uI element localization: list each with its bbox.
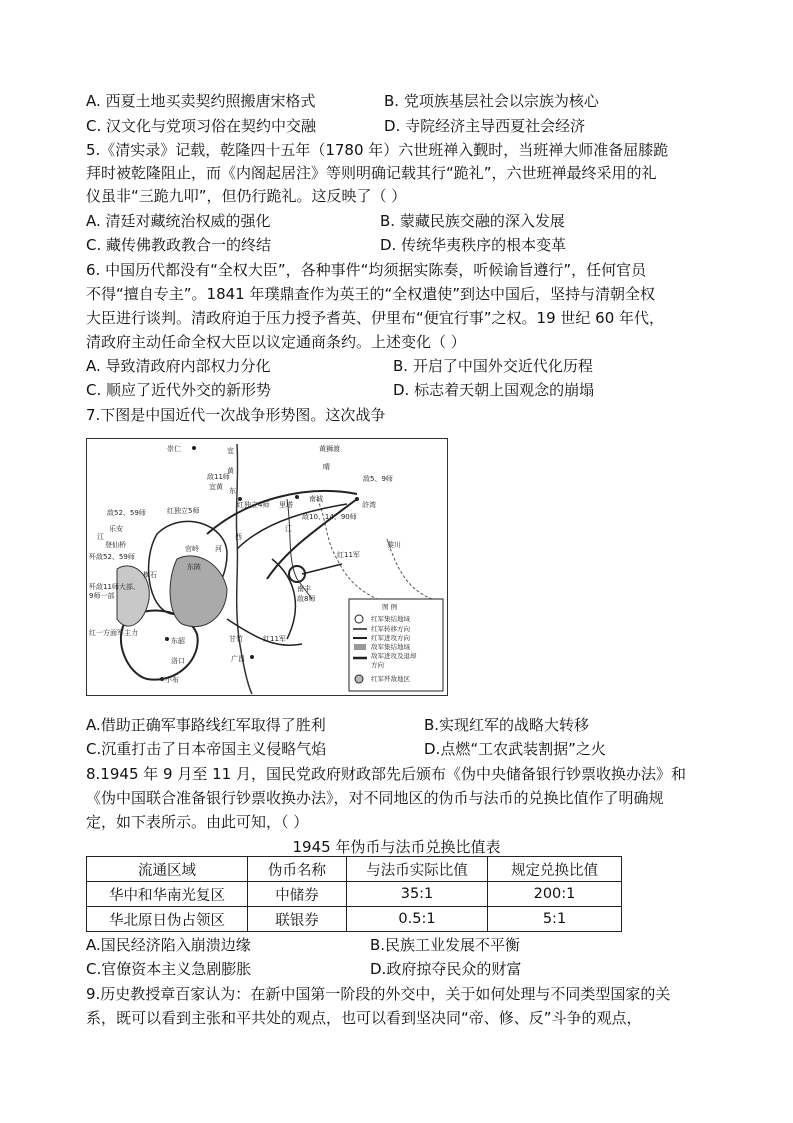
- map-label: 江: [285, 525, 292, 533]
- table-row: [87, 907, 622, 932]
- map-label-yihuang: 宜黄: [209, 483, 223, 491]
- map-label: 晴: [323, 463, 330, 471]
- table-cell: 华北原日伪占领区: [87, 907, 248, 932]
- table-cell: 联银券: [248, 907, 347, 932]
- table-cell: 35:1: [347, 882, 488, 907]
- table-row: [87, 882, 622, 907]
- table-cell: 华中和华南光复区: [87, 882, 248, 907]
- q8-stem-line: 8.1945 年 9 月至 11 月，国民党政府财政部先后颁布《伪中央储备银行钞票收换办法》和: [86, 765, 686, 783]
- map-label-nancheng: 南城: [309, 495, 323, 503]
- map-drawing: [87, 439, 446, 694]
- map-label-red-ind-5: 红独立5师: [167, 507, 200, 515]
- map-label: 西: [235, 533, 242, 541]
- legend-item: 红军集结地域: [371, 615, 410, 623]
- table-header-row: [87, 857, 622, 882]
- q6-stem-line: 大臣进行谈判。清政府迫于压力授予耆英、伊里布“便宜行事”之权。19 世纪 60 年代，: [86, 309, 665, 327]
- q7-option-c: C.沉重打击了日本帝国主义侵略气焰: [86, 740, 327, 758]
- map-label-dongpi: 东陂: [187, 563, 201, 571]
- table-header: 流通区域: [87, 857, 248, 882]
- map-label-enemy-11: 敌11师: [207, 473, 230, 481]
- q7-option-d: D.点燃“工农武装割据”之火: [424, 740, 606, 758]
- q6-option-d: D. 标志着天朝上国观念的崩塌: [393, 381, 595, 399]
- map-label-enemy-52-59: 敌52、59师: [107, 509, 146, 517]
- map-label-red-11-b: 红11军: [263, 635, 286, 643]
- table-header: 伪币名称: [248, 857, 347, 882]
- table-header: 与法币实际比值: [347, 857, 488, 882]
- map-label-guanling: 官岭: [185, 545, 199, 553]
- q4-option-c: C. 汉文化与党项习俗在契约中交融: [86, 117, 317, 135]
- legend-item: 方向: [371, 661, 384, 669]
- map-label-lean: 乐安: [109, 525, 123, 533]
- legend-item: 红军转移方向: [371, 625, 410, 633]
- q7-stem: 7.下图是中国近代一次战争形势图。这次战争: [86, 406, 386, 424]
- q5-option-a: A. 清廷对藏统治权威的强化: [86, 212, 271, 230]
- map-label-ganzhu: 甘竹: [229, 635, 243, 643]
- q5-stem-line: 拜时被乾隆阻止，而《内阁起居注》等则明确记载其行“跪礼”，六世班禅最终采用的礼: [86, 164, 657, 182]
- map-label-hengshi: 横石: [143, 571, 157, 579]
- q7-option-a: A.借助正确军事路线红军取得了胜利: [86, 716, 326, 734]
- exchange-rate-table: [86, 856, 622, 932]
- battle-situation-map: [86, 438, 448, 696]
- q8-option-b: B.民族工业发展不平衡: [370, 936, 521, 954]
- q5-option-b: B. 蒙藏民族交融的深入发展: [380, 212, 565, 230]
- q8-option-c: C.官僚资本主义急剧膨胀: [86, 960, 252, 978]
- map-label-annihilate-52-59: 歼敌52、59师: [89, 553, 135, 561]
- map-legend-title: 图 例: [382, 603, 398, 611]
- map-label-xiaobu: 小布: [165, 676, 179, 684]
- map-label-red-11: 红11军: [337, 551, 360, 559]
- q4-option-d: D. 寺院经济主导西夏社会经济: [384, 117, 586, 135]
- map-label-dengxianqiao: 登仙桥: [105, 541, 126, 549]
- q9-stem-line: 9.历史教授章百家认为：在新中国第一阶段的外交中，关于如何处理与不同类型国家的关: [86, 985, 671, 1003]
- q6-stem-line: 6. 中国历代都没有“全权大臣”，各种事件“均须据实陈奏，听候谕旨遵行”，任何官员: [86, 261, 647, 279]
- map-label-nanfeng: 南丰: [297, 585, 311, 593]
- map-label: 黄: [227, 467, 234, 475]
- legend-item: 敌军集结地域: [371, 643, 410, 651]
- map-label: 江: [97, 533, 104, 541]
- q5-option-c: C. 藏传佛教政教合一的终结: [86, 236, 272, 254]
- q8-stem-line: 定，如下表所示。由此可知，（ ）: [86, 813, 309, 831]
- q8-table-title: 1945 年伪币与法币兑换比值表: [292, 838, 501, 856]
- map-label-annihilate-11: 歼敌11师大部、: [89, 583, 140, 591]
- map-label-enemy-5-9: 敌5、9师: [363, 475, 393, 483]
- table-header: 规定兑换比值: [488, 857, 622, 882]
- q5-stem-line: 仪虽非“三跪九叩”，但仍行跪礼。这反映了（ ）: [86, 187, 407, 205]
- map-label-lita: 里塔: [279, 501, 293, 509]
- q5-option-d: D. 传统华夷秩序的根本变革: [380, 236, 567, 254]
- legend-item: 红军进攻方向: [371, 634, 410, 642]
- map-label-guangchang: 广昌: [231, 655, 245, 663]
- q7-option-b: B.实现红军的战略大转移: [424, 716, 590, 734]
- q5-stem-line: 5.《清实录》记载，乾隆四十五年（1780 年）六世班禅入觐时，当班禅大师准备屈膝跪: [86, 141, 669, 159]
- map-label: 东: [229, 487, 236, 495]
- q6-option-c: C. 顺应了近代外交的新形势: [86, 381, 272, 399]
- map-label: 宜: [227, 447, 234, 455]
- legend-item: 敌军进攻及退却: [371, 652, 417, 660]
- map-label-enemy-8: 敌8师: [297, 595, 316, 603]
- table-cell: 中储券: [248, 882, 347, 907]
- map-label-huwan: 浒湾: [362, 501, 376, 509]
- map-label-enemy-10-14-90: 敌10、14、90师: [302, 513, 357, 521]
- q8-option-a: A.国民经济陷入崩溃边缘: [86, 936, 251, 954]
- map-label-red-ind-4: 红独立4师: [237, 501, 270, 509]
- q8-option-d: D.政府掠夺民众的财富: [370, 960, 522, 978]
- table-cell: 5:1: [488, 907, 622, 932]
- map-label-red-main: 红一方面军主力: [89, 629, 138, 637]
- q6-stem-line: 清政府主动任命全权大臣以议定通商条约。上述变化（ ）: [86, 333, 466, 351]
- table-cell: 200:1: [488, 882, 622, 907]
- q6-option-a: A. 导致清政府内部权力分化: [86, 357, 271, 375]
- map-label-9-div: 9师一部: [89, 592, 115, 600]
- table-cell: 0.5:1: [347, 907, 488, 932]
- legend-item: 红军歼敌地区: [371, 675, 410, 683]
- q4-option-b: B. 党项族基层社会以宗族为核心: [384, 92, 599, 110]
- q8-stem-line: 《伪中国联合准备银行钞票收换办法》，对不同地区的伪币与法币的兑换比值作了明确规: [86, 789, 664, 807]
- map-label-lichuan: 黎川: [387, 541, 401, 549]
- q4-option-a: A. 西夏土地买卖契约照搬唐宋格式: [86, 92, 316, 110]
- map-label-dongshao: 东韶: [171, 637, 185, 645]
- map-label-luokou: 洛口: [171, 657, 185, 665]
- q9-stem-line: 系，既可以看到主张和平共处的观点，也可以看到坚决同“帝、修、反”斗争的观点，: [86, 1009, 642, 1027]
- q6-stem-line: 不得“擅自专主”。1841 年璞鼎查作为英王的“全权遣使”到达中国后，坚持与清朝全权: [86, 285, 656, 303]
- map-label-chongren: 崇仁: [167, 445, 181, 453]
- map-label-huangshidu: 黄狮渡: [319, 445, 340, 453]
- q6-option-b: B. 开启了中国外交近代化历程: [393, 357, 593, 375]
- map-label: 河: [215, 545, 222, 553]
